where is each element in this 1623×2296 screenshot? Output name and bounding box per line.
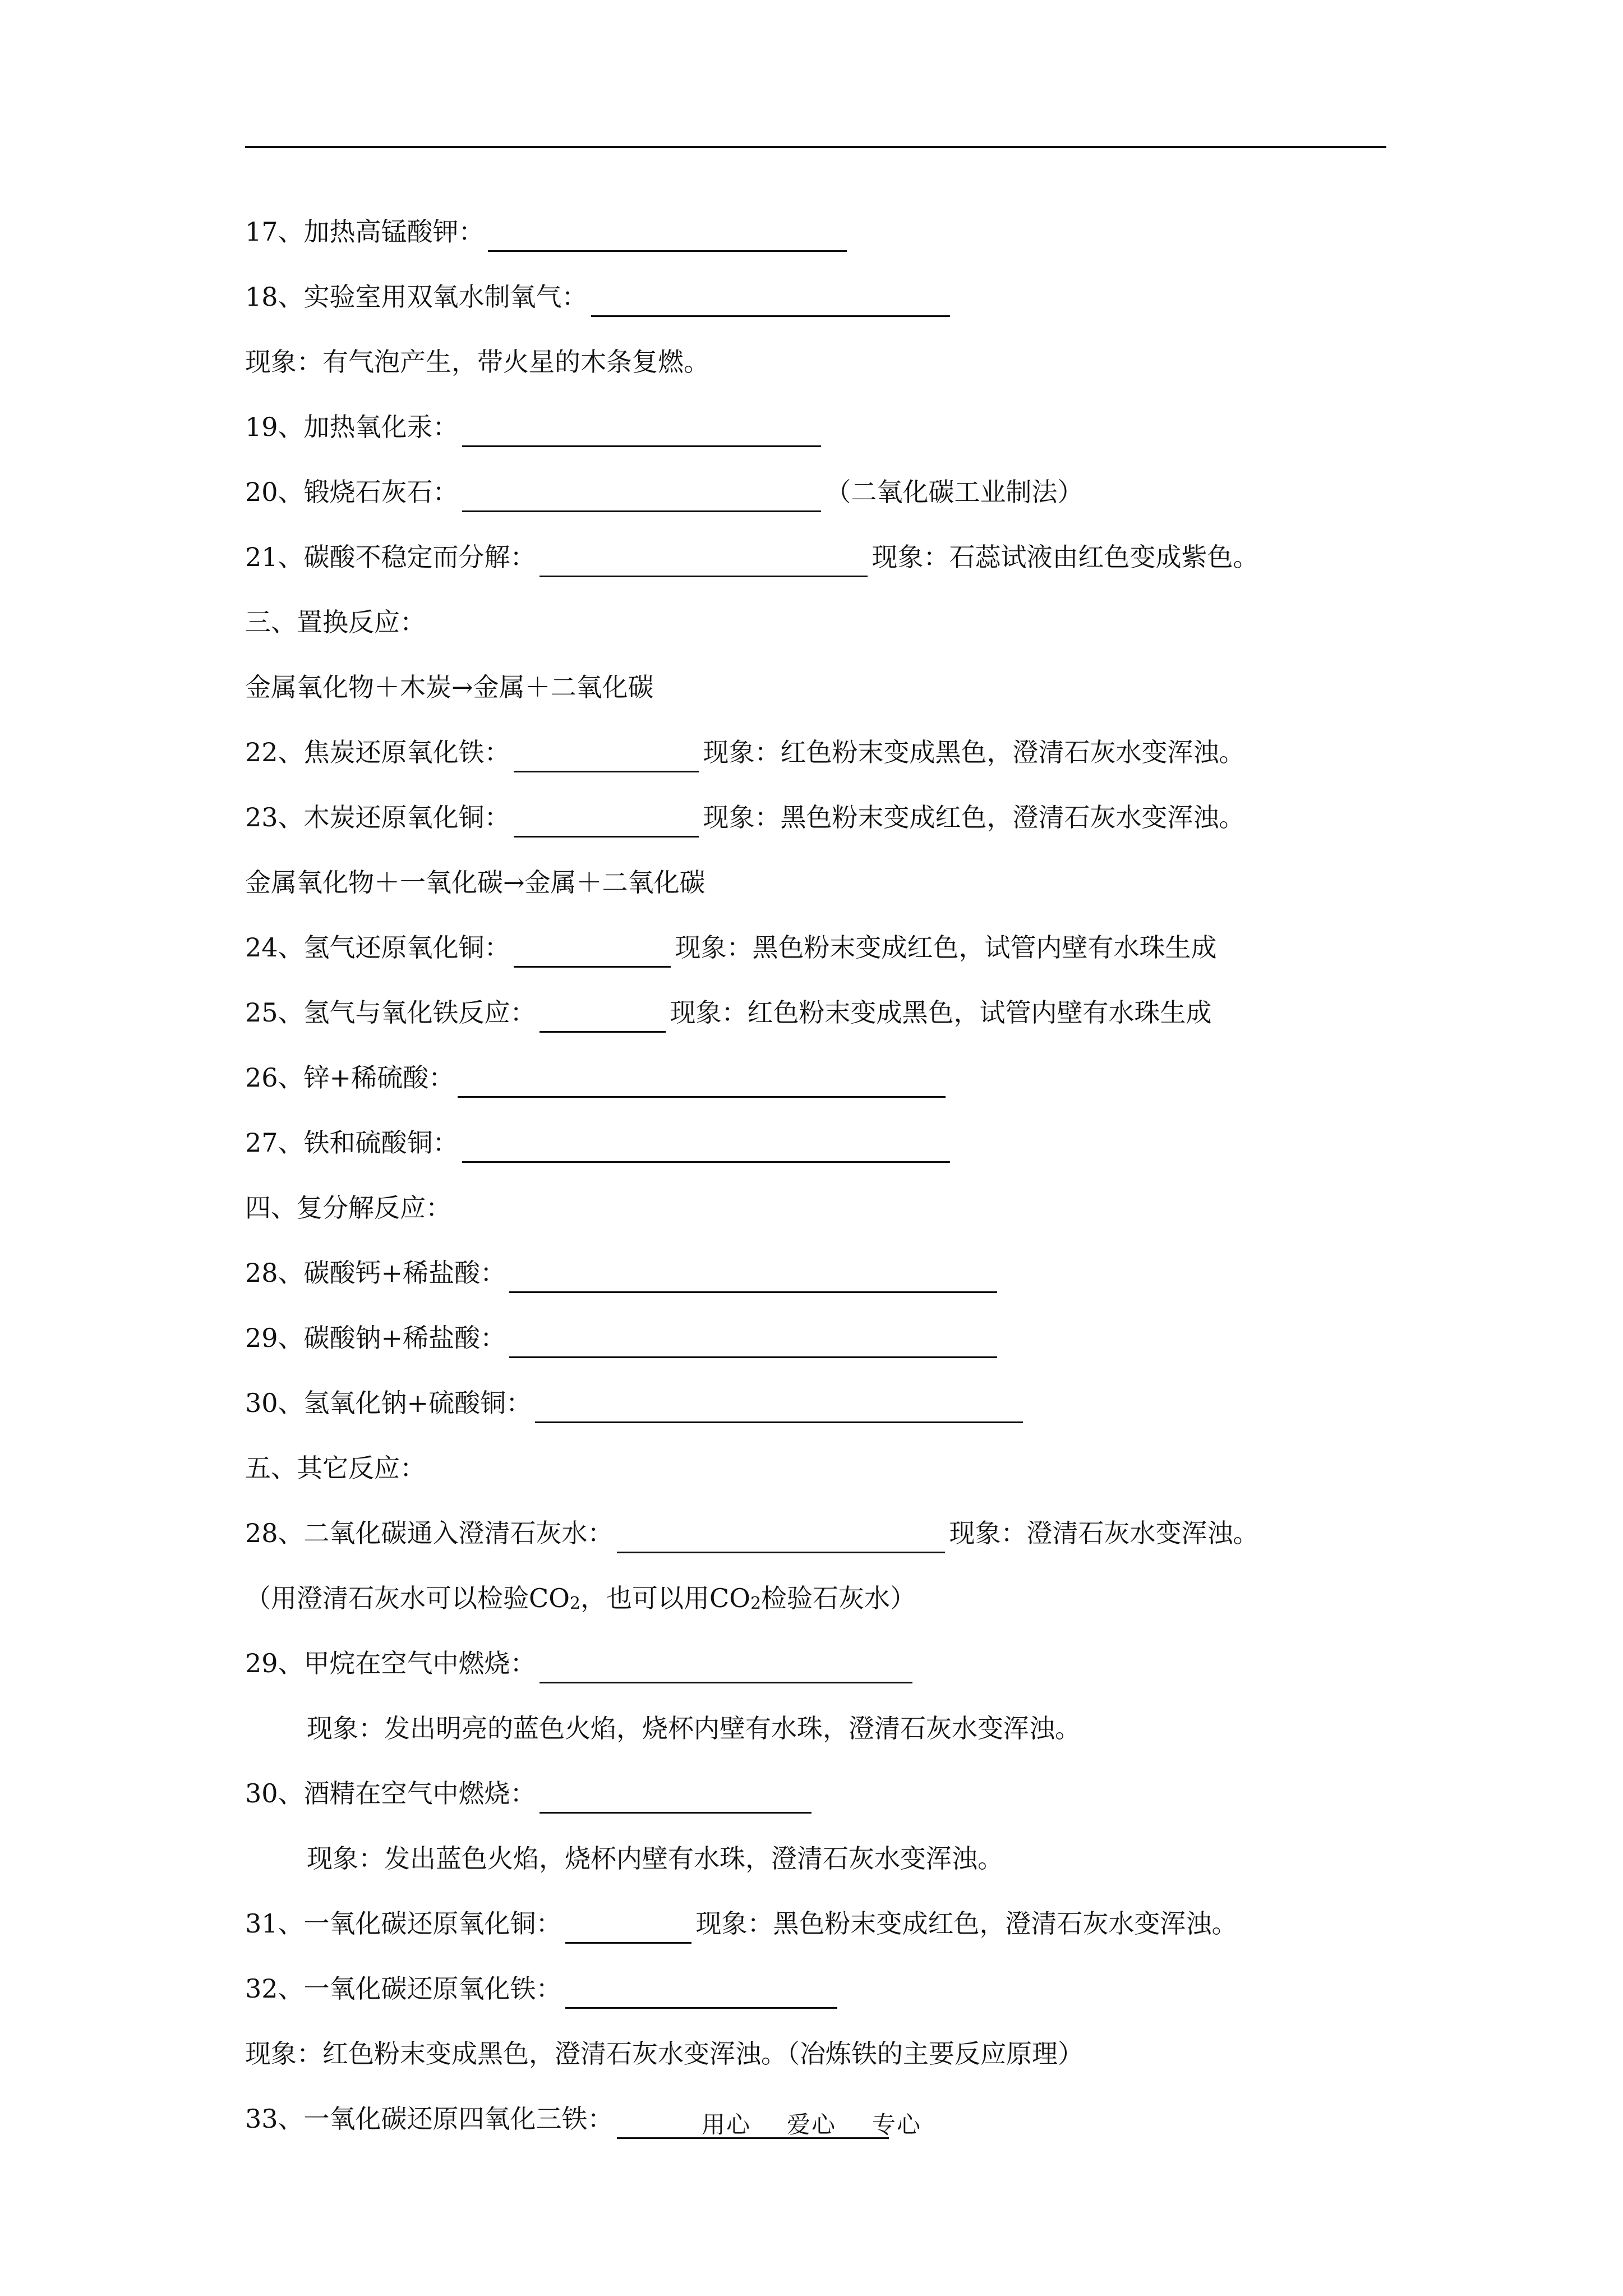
reaction-pattern: 金属氧化物＋木炭→金属＋二氧化碳 [245,672,654,702]
phenomenon-text: 现象：有气泡产生，带火星的木条复燃。 [245,347,709,377]
item-27: 27、铁和硫酸铜： [245,1110,1417,1175]
item-26: 26、锌+稀硫酸： [245,1045,1417,1110]
phenomenon-text: 现象：红色粉末变成黑色，澄清石灰水变浑浊。（冶炼铁的主要反应原理） [245,2039,1083,2069]
answer-blank[interactable] [540,1650,912,1683]
phenomenon-text: 现象：发出明亮的蓝色火焰，烧杯内壁有水珠，澄清石灰水变浑浊。 [307,1713,1081,1743]
answer-blank[interactable] [458,1065,946,1098]
reaction-pattern: 金属氧化物＋一氧化碳→金属＋二氧化碳 [245,867,706,898]
answer-blank[interactable] [514,804,699,838]
answer-blank[interactable] [540,1000,666,1033]
section-heading: 五、其它反应： [245,1453,426,1483]
answer-blank[interactable] [565,1976,837,2009]
footer-word: 专心 [872,2111,922,2138]
answer-blank[interactable] [488,219,847,252]
answer-blank[interactable] [540,544,868,577]
item-31: 31、一氧化碳还原氧化铜： 现象：黑色粉末变成红色，澄清石灰水变浑浊。 [245,1891,1417,1956]
item-18: 18、实验室用双氧水制氧气： [245,264,1417,329]
item-23: 23、木炭还原氧化铜： 现象：黑色粉末变成红色，澄清石灰水变浑浊。 [245,785,1417,850]
answer-blank[interactable] [462,1130,950,1163]
note-text: （用澄清石灰水可以检验CO $_2$ ，也可以用CO $_2$ 检验石灰水） [245,1583,916,1613]
item-22: 22、焦炭还原氧化铁： 现象：红色粉末变成黑色，澄清石灰水变浑浊。 [245,720,1417,785]
item-29b: 29、甲烷在空气中燃烧： [245,1631,1417,1696]
document-body [245,199,1417,2151]
footer-word: 用心 [701,2111,751,2138]
answer-blank[interactable] [514,739,699,772]
answer-blank[interactable] [540,1780,811,1814]
page-footer [0,2106,1623,2140]
item-20: 20、锻烧石灰石： （二氧化碳工业制法） [245,459,1417,524]
item-28: 28、碳酸钙+稀盐酸： [245,1240,1417,1305]
header-rule [245,146,1386,148]
item-25: 25、氢气与氧化铁反应： 现象：红色粉末变成黑色，试管内壁有水珠生成 [245,980,1417,1045]
item-30b: 30、酒精在空气中燃烧： [245,1761,1417,1826]
answer-blank[interactable] [514,935,671,968]
item-17: 17、加热高锰酸钾： [245,199,1417,264]
section-heading: 三、置换反应： [245,607,426,637]
answer-blank[interactable] [617,1520,945,1553]
item-21: 21、碳酸不稳定而分解： 现象：石蕊试液由红色变成紫色。 [245,524,1417,590]
answer-blank[interactable] [535,1390,1023,1423]
item-30: 30、氢氧化钠+硫酸铜： [245,1370,1417,1435]
answer-blank[interactable] [462,414,821,447]
answer-blank[interactable] [509,1325,997,1358]
answer-blank[interactable] [509,1260,997,1293]
answer-blank[interactable] [565,1911,691,1944]
item-19: 19、加热氧化汞： [245,394,1417,459]
item-32: 32、一氧化碳还原氧化铁： [245,1956,1417,2021]
phenomenon-text: 现象：发出蓝色火焰，烧杯内壁有水珠，澄清石灰水变浑浊。 [307,1843,1003,1874]
answer-blank[interactable] [591,284,950,317]
item-28b: 28、二氧化碳通入澄清石灰水： 现象：澄清石灰水变浑浊。 [245,1501,1417,1566]
section-heading: 四、复分解反应： [245,1193,451,1223]
item-33: 33、一氧化碳还原四氧化三铁： [245,2086,1417,2151]
item-29: 29、碳酸钠+稀盐酸： [245,1305,1417,1370]
footer-word: 爱心 [786,2111,836,2138]
item-24: 24、氢气还原氧化铜： 现象：黑色粉末变成红色，试管内壁有水珠生成 [245,915,1417,980]
answer-blank[interactable] [462,479,821,512]
